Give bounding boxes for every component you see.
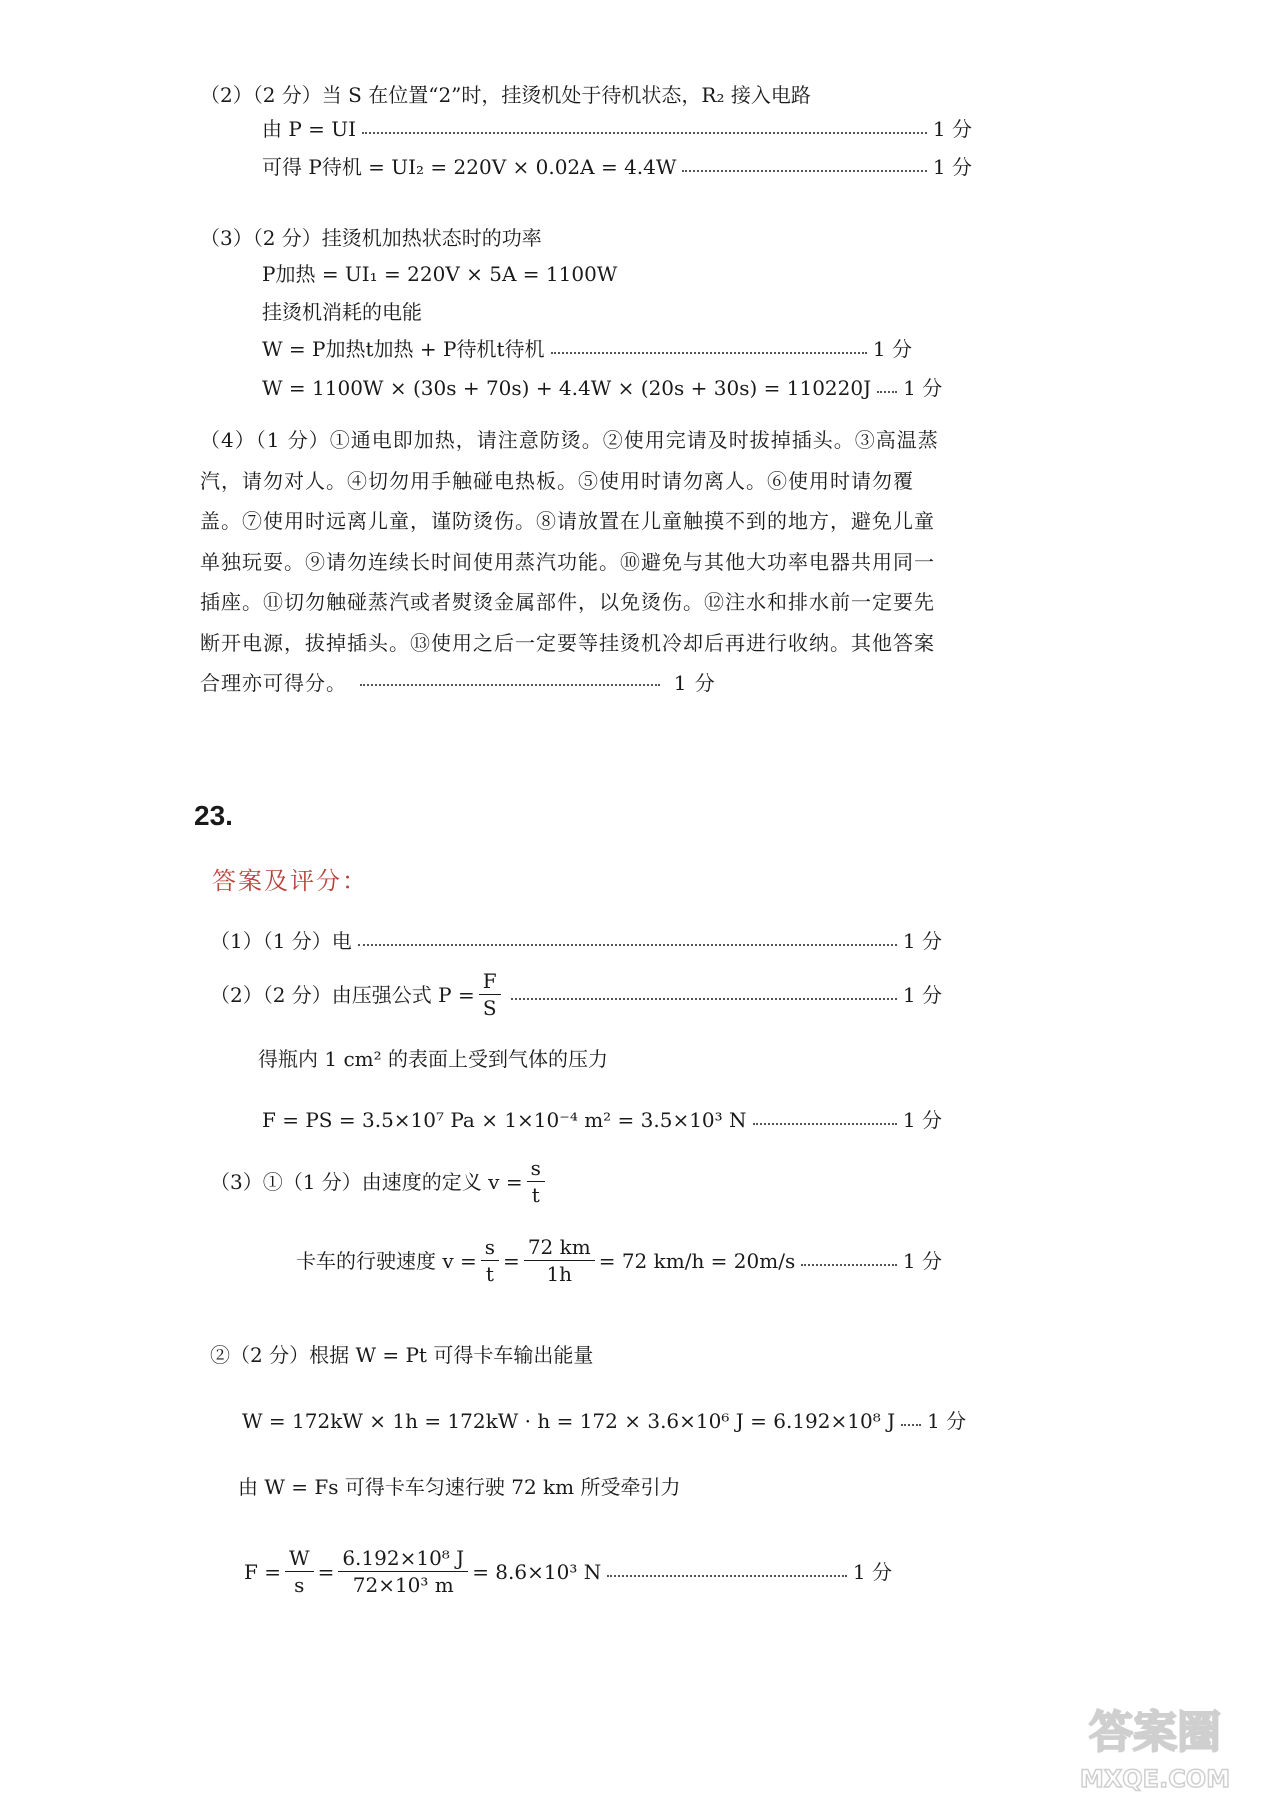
leader-dots [801,1264,897,1266]
q22-p2-heading: （2）（2 分）当 S 在位置“2”时，挂烫机处于待机状态，R₂ 接入电路 [200,83,811,107]
formula-rest: = 8.6×10³ N [472,1559,602,1584]
fraction [527,1155,545,1208]
q23-p2-line3 [262,1105,942,1135]
watermark-url: MXQE.COM [1079,1765,1231,1793]
leader-dots [877,391,897,393]
score: 1 分 [932,155,972,179]
equals: = [503,1248,520,1273]
watermark-text: 答案圈 [1089,1707,1221,1758]
q23-p3b-line3 [244,1545,892,1598]
formula-rest: = 72 km/h = 20m/s [598,1248,796,1273]
fraction [285,1545,314,1598]
q22-p3-line3 [262,334,912,364]
denominator: 72×10³ m [352,1573,454,1597]
q22-p3-heading: （3）（2 分）挂烫机加热状态时的功率 [200,226,542,250]
score: 1 分 [902,929,942,953]
q22-p2-line2 [262,152,972,182]
fraction [524,1234,595,1287]
fraction [338,1545,468,1598]
leader-dots [901,1424,921,1426]
formula: （3）①（1 分）由速度的定义 v = [210,1169,523,1194]
q23-p3b-line1 [242,1406,967,1436]
leader-dots [511,998,897,1000]
numerator: 6.192×10⁸ J [338,1545,468,1572]
score: 1 分 [903,376,943,400]
numerator: s [481,1234,499,1261]
denominator: s [294,1573,305,1597]
formula: 由 P = UI [262,117,357,141]
score: 1 分 [902,1248,942,1273]
q23-p3a-line1 [210,1155,549,1208]
fraction [479,968,501,1021]
q23-p2-line2: 得瓶内 1 cm² 的表面上受到气体的压力 [258,1047,608,1071]
score: 1 分 [872,337,912,361]
q23-p3b-line2: 由 W = Fs 可得卡车匀速行驶 72 km 所受牵引力 [238,1475,681,1499]
formula: W = 172kW × 1h = 172kW · h = 172 × 3.6×10⁶ J = 6.192×10⁸ J [242,1409,896,1433]
q22-p2-line1 [262,114,972,144]
answer-text: （1）（1 分）电 [210,929,352,953]
q22-p3-line2: 挂烫机消耗的电能 [262,300,422,324]
leader-dots [551,352,867,354]
fraction [481,1234,499,1287]
leader-dots [607,1575,847,1577]
q23-p2-line1 [210,968,942,1021]
numerator: W [285,1545,314,1572]
equals: = [317,1559,335,1584]
score: 1 分 [902,982,942,1007]
q23-p3b-heading: ②（2 分）根据 W = Pt 可得卡车输出能量 [210,1343,594,1367]
denominator: 1h [546,1262,573,1286]
question-number: 23. [194,800,233,831]
q22-p3-line1: P加热 = UI₁ = 220V × 5A = 1100W [262,262,618,286]
leader-dots [360,684,660,686]
leader-dots [753,1123,897,1125]
score: 1 分 [673,671,716,695]
denominator: t [531,1183,540,1207]
formula: 可得 P待机 = UI₂ = 220V × 0.02A = 4.4W [262,155,677,179]
q22-p4-paragraph [200,420,940,704]
numerator: 72 km [524,1234,595,1261]
numerator: F [479,968,501,995]
formula: （2）（2 分）由压强公式 P = [210,982,475,1007]
score: 1 分 [852,1559,892,1584]
score: 1 分 [902,1108,942,1132]
q22-p3-line4 [262,373,943,403]
leader-dots [362,132,927,134]
leader-dots [358,944,897,946]
score: 1 分 [927,1409,967,1433]
answer-label: 答案及评分： [212,867,368,895]
formula: F = PS = 3.5×10⁷ Pa × 1×10⁻⁴ m² = 3.5×10³ N [262,1108,747,1132]
denominator: t [485,1262,494,1286]
formula: W = 1100W × (30s + 70s) + 4.4W × (20s + 30s) = 110220J [262,376,872,400]
formula: F = [244,1559,281,1584]
formula: 卡车的行驶速度 v = [296,1248,477,1273]
q23-p3a-line2 [296,1234,942,1287]
p4-text: （4）（1 分）①通电即加热，请注意防烫。②使用完请及时拔掉插头。③高温蒸汽，请勿对人。④切勿用手触碰电热板。⑤使用时请勿离人。⑥使用时请勿覆盖。⑦使用时远离儿童，谨防烫伤。⑧请放置在儿童触摸不到的地方，避免儿童单独玩耍。⑨请勿连续长时间使用蒸汽功能。⑩避免与其他大功率电器共用同一插座。⑪切勿触碰蒸汽或者熨烫金属部件，以免烫伤。⑫注水和排水前一定要先断开电源，拔掉插头。⑬使用之后一定要等挂烫机冷却后再进行收纳。其他答案合理亦可得分。 [200,428,939,695]
watermark-logo [1070,1689,1240,1799]
q23-p1-line [210,926,942,956]
score: 1 分 [932,117,972,141]
formula: W = P加热t加热 + P待机t待机 [262,337,545,361]
numerator: s [527,1155,545,1182]
leader-dots [682,170,926,172]
denominator: S [482,996,497,1020]
